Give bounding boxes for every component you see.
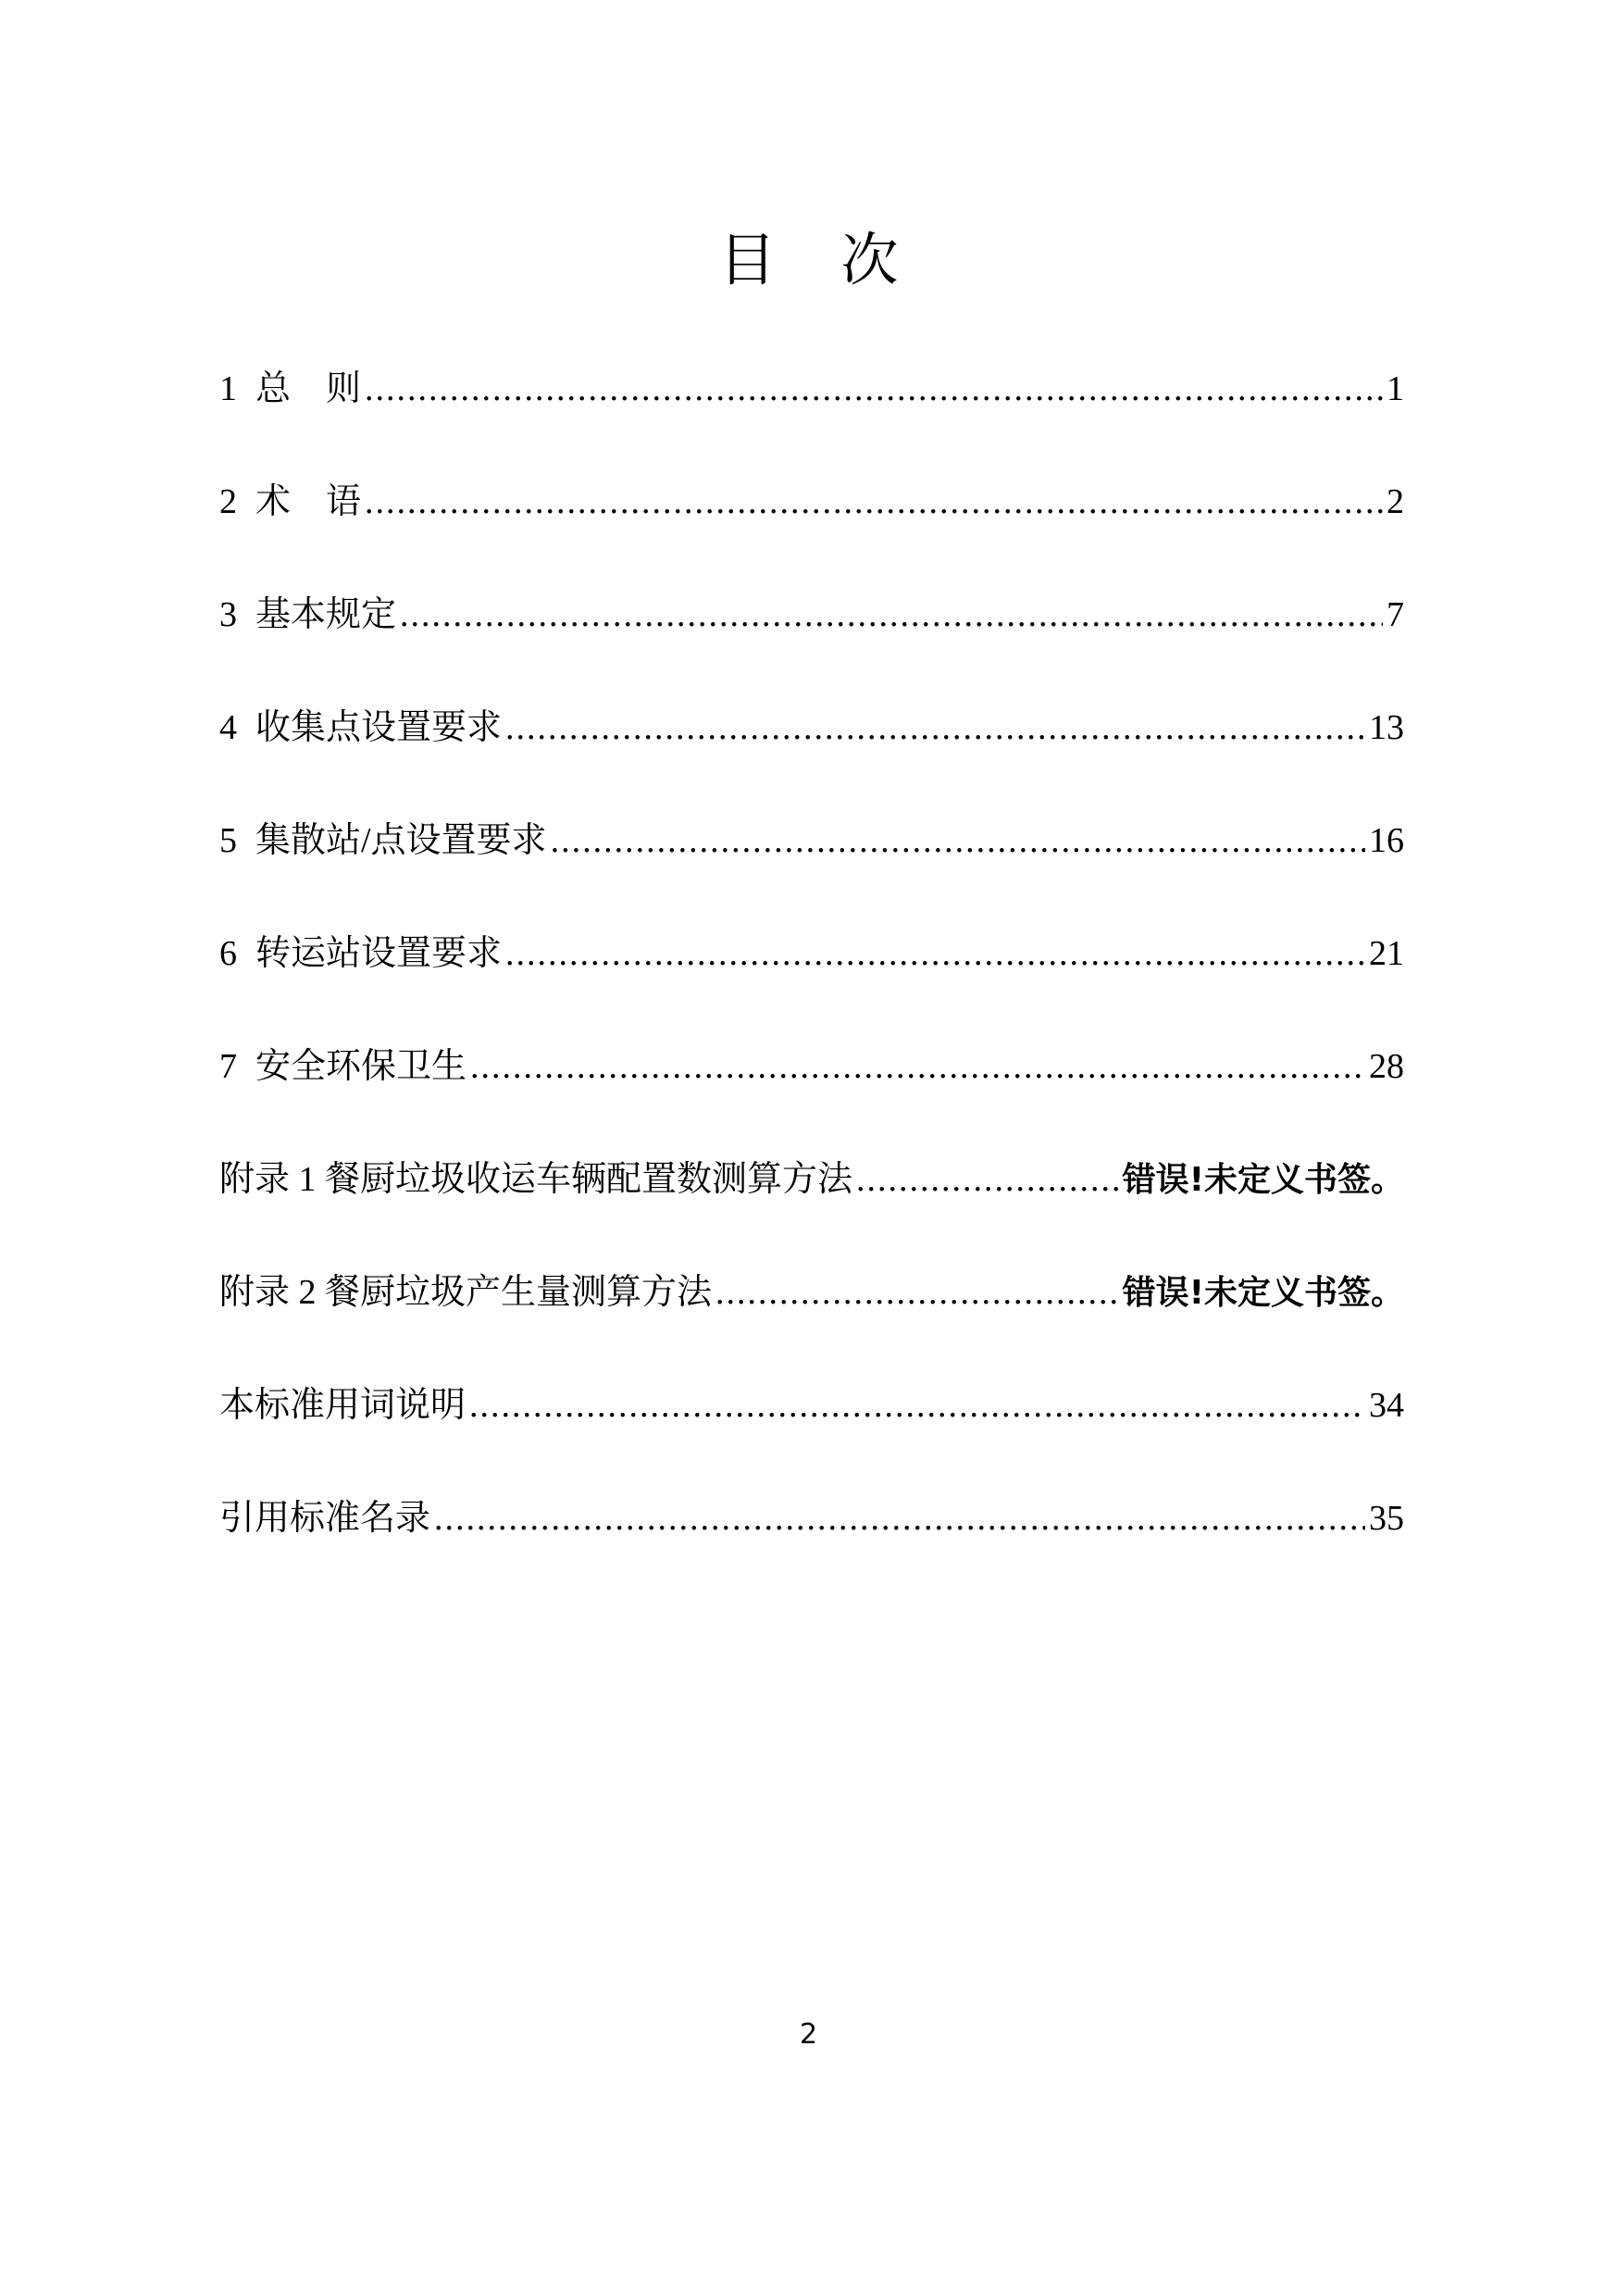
toc-entry-collection-point[interactable]: [219, 700, 1404, 813]
toc-entry-page: 1: [1387, 369, 1404, 408]
toc-leader-dots: [434, 1491, 1365, 1546]
toc-entry-page: 21: [1369, 934, 1404, 973]
toc-entry-number: 3: [219, 595, 237, 634]
toc-entry-label: [219, 1265, 712, 1320]
toc-entry-number: 6: [219, 934, 237, 973]
toc-entry-title: 本标准用词说明: [219, 1386, 466, 1425]
toc-entry-label: [219, 1491, 430, 1546]
toc-entry-title: 转运站设置要求: [255, 934, 503, 973]
toc-entry-title: 安全环保卫生: [255, 1047, 467, 1086]
toc-entry-terms[interactable]: [219, 474, 1404, 587]
toc-entry-title: 基本规定: [255, 595, 397, 634]
toc-entry-page-error: 错误!未定义书签。: [1122, 1161, 1404, 1199]
toc-entry-distribution-station[interactable]: [219, 813, 1404, 926]
toc-entry-label: [219, 700, 502, 755]
toc-entry-title: 引用标准名录: [219, 1499, 431, 1538]
toc-leader-dots: [400, 587, 1383, 643]
toc-entry-page: 35: [1369, 1499, 1404, 1538]
toc-leader-dots: [469, 1378, 1365, 1433]
toc-entry-number: 7: [219, 1047, 237, 1086]
page-title: 目次: [718, 230, 964, 293]
page-number: 2: [799, 2018, 818, 2051]
toc-entry-general[interactable]: [219, 361, 1404, 474]
toc-entry-label: [219, 1039, 466, 1094]
toc-entry-label: [219, 813, 547, 868]
toc-leader-dots: [505, 926, 1365, 981]
toc-entry-label: [219, 926, 502, 981]
toc-entry-title: 术 语: [255, 482, 362, 521]
toc-leader-dots: [856, 1152, 1119, 1207]
toc-entry-page: 34: [1369, 1386, 1404, 1425]
toc-entry-appendix-2[interactable]: [219, 1265, 1404, 1378]
toc-entry-number: 4: [219, 708, 237, 747]
toc-entry-label: [219, 1152, 852, 1207]
toc-entry-number: 2: [219, 482, 237, 521]
toc-entry-appendix-1[interactable]: [219, 1152, 1404, 1265]
toc-entry-basic-rules[interactable]: [219, 587, 1404, 700]
toc-entry-page: 16: [1369, 821, 1404, 860]
table-of-contents: [219, 361, 1404, 1603]
toc-entry-page: 2: [1387, 482, 1404, 521]
toc-entry-title: 总 则: [255, 369, 362, 408]
toc-leader-dots: [505, 700, 1365, 755]
toc-entry-page: 7: [1387, 595, 1404, 634]
toc-entry-page: 13: [1369, 708, 1404, 747]
toc-entry-number: 1: [219, 369, 237, 408]
toc-entry-page-error: 错误!未定义书签。: [1122, 1274, 1404, 1312]
toc-entry-number: 5: [219, 821, 237, 860]
toc-entry-title: 附录 2 餐厨垃圾产生量测算方法: [219, 1273, 713, 1312]
toc-entry-title: 集散站/点设置要求: [255, 821, 547, 860]
toc-leader-dots: [551, 813, 1365, 868]
toc-entry-label: [219, 474, 361, 530]
toc-entry-label: [219, 587, 396, 643]
toc-entry-title: 收集点设置要求: [255, 708, 503, 747]
toc-entry-transfer-station[interactable]: [219, 926, 1404, 1039]
toc-leader-dots: [715, 1265, 1119, 1320]
toc-leader-dots: [470, 1039, 1365, 1094]
toc-leader-dots: [365, 361, 1383, 417]
toc-entry-page: 28: [1369, 1047, 1404, 1086]
toc-entry-label: [219, 1378, 466, 1433]
toc-entry-wording[interactable]: [219, 1378, 1404, 1491]
toc-entry-title: 附录 1 餐厨垃圾收运车辆配置数测算方法: [219, 1160, 853, 1199]
toc-entry-label: [219, 361, 361, 417]
toc-entry-references[interactable]: [219, 1491, 1404, 1603]
toc-leader-dots: [365, 474, 1383, 530]
toc-entry-safety[interactable]: [219, 1039, 1404, 1152]
